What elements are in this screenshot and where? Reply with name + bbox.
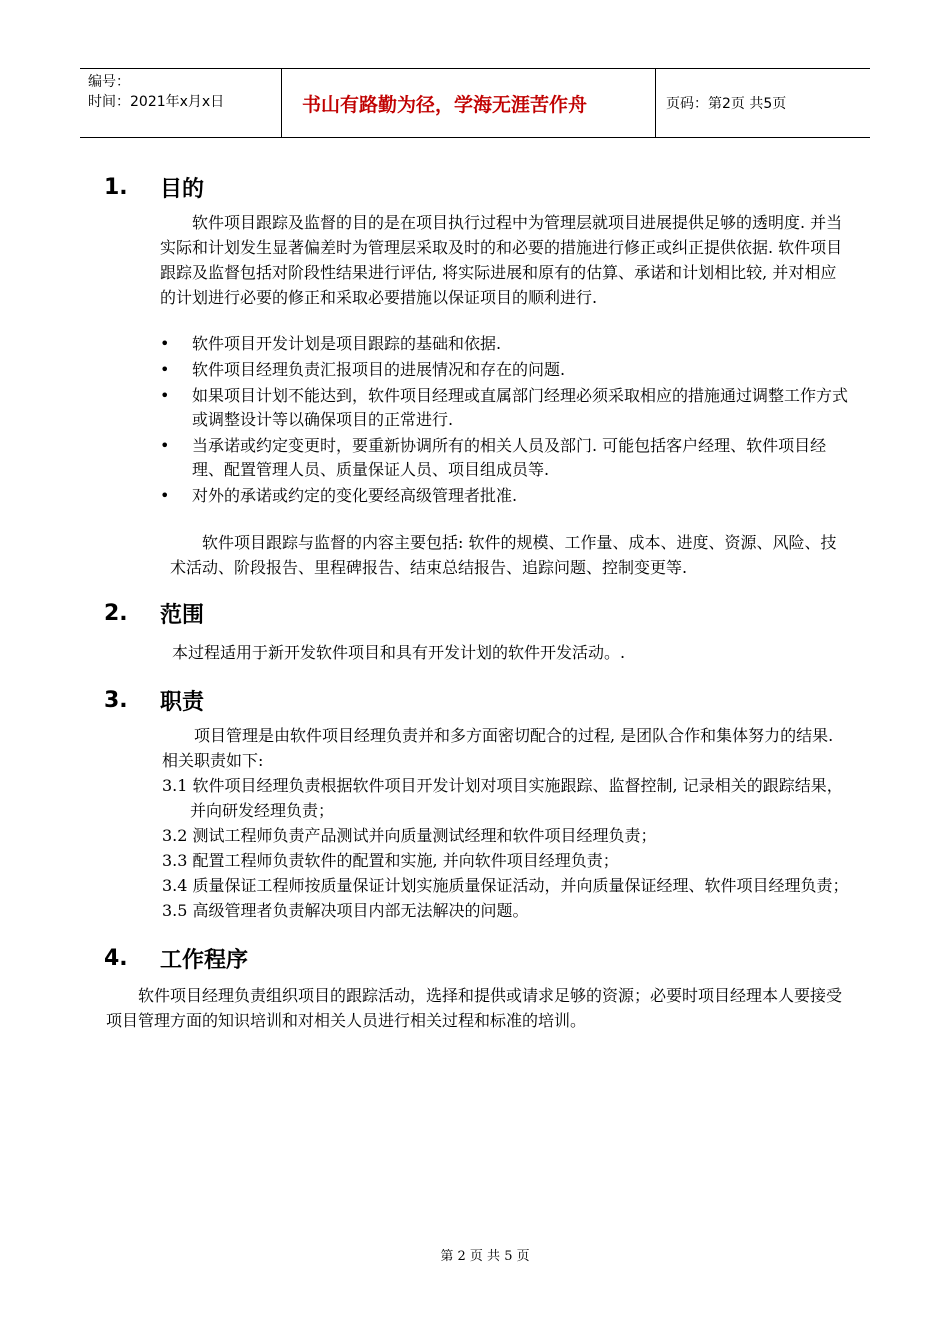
header-motto: 书山有路勤为径，学海无涯苦作舟 (282, 69, 656, 137)
time-label: 时间：2021年x月x日 (88, 94, 225, 110)
responsibility-paragraph: 项目管理是由软件项目经理负责并和多方面密切配合的过程, 是团队合作和集体努力的结果. 相关职责如下: (162, 726, 834, 770)
number-label: 编号： (88, 74, 130, 90)
section-number: 2. (104, 600, 128, 626)
procedure-paragraph: 软件项目经理负责组织项目的跟踪活动，选择和提供或请求足够的资源；必要时项目经理本人要接受项目管理方面的知识培训和对相关人员进行相关过程和标准的培训。 (106, 986, 843, 1030)
section-4-heading (104, 941, 850, 975)
section-number: 4. (104, 945, 128, 971)
scope-paragraph: 本过程适用于新开发软件项目和具有开发计划的软件开发活动。. (172, 643, 626, 662)
list-item: • 软件项目开发计划是项目跟踪的基础和依据. (104, 332, 850, 356)
list-item: • 当承诺或约定变更时，要重新协调所有的相关人员及部门. 可能包括客户经理、软件项目经理、配置管理人员、质量保证人员、项目组成员等. (160, 436, 827, 479)
section-title: 职责 (160, 689, 205, 715)
header-meta (80, 69, 282, 137)
list-item: 3.5 高级管理者负责解决项目内部无法解决的问题。 (162, 901, 529, 920)
section-number: 3. (104, 687, 128, 713)
tracking-content-paragraph: 软件项目跟踪与监督的内容主要包括: 软件的规模、工作量、成本、进度、资源、风险、技术活动、阶段报告、里程碑报告、结束总结报告、追踪问题、控制变更等. (170, 533, 837, 577)
section-2-heading (104, 596, 850, 630)
bullet-icon: • (160, 360, 170, 379)
section-1-heading (104, 170, 850, 204)
page-header (80, 68, 870, 138)
page-footer: 第 2 页 共 5 页 (440, 1249, 530, 1264)
bullet-icon: • (160, 386, 170, 405)
section-title: 工作程序 (160, 947, 249, 973)
list-item: • 如果项目计划不能达到，软件项目经理或直属部门经理必须采取相应的措施通过调整工作方式或调整设计等以确保项目的正常进行. (160, 386, 849, 429)
list-item: • 软件项目经理负责汇报项目的进展情况和存在的问题. (104, 358, 850, 382)
bullet-icon: • (160, 436, 170, 455)
section-title: 范围 (160, 602, 205, 628)
section-3-heading (104, 683, 850, 717)
list-item: 3.3 配置工程师负责软件的配置和实施, 并向软件项目经理负责； (162, 851, 619, 870)
list-item: 3.1 软件项目经理负责根据软件项目开发计划对项目实施跟踪、监督控制, 记录相关的跟踪结果，并向研发经理负责； (162, 776, 843, 820)
section-number: 1. (104, 174, 128, 200)
list-item: 3.4 质量保证工程师按质量保证计划实施质量保证活动，并向质量保证经理、软件项目经理负责； (162, 876, 849, 895)
section-title: 目的 (160, 176, 205, 202)
document-body (104, 170, 850, 1033)
header-page-number: 页码：第2页 共5页 (666, 96, 787, 112)
bullet-icon: • (160, 486, 170, 505)
purpose-bullet-list (104, 332, 850, 508)
list-item: • 对外的承诺或约定的变化要经高级管理者批准. (104, 484, 850, 508)
purpose-paragraph: 软件项目跟踪及监督的目的是在项目执行过程中为管理层就项目进展提供足够的透明度. 并当实际和计划发生显著偏差时为管理层采取及时的和必要的措施进行修正或纠正提供依据. 软件项目跟踪及监督包括对阶段性结果进行评估, 将实际进展和原有的估算、承诺和计划相比较, 并对相应的计划进行必要的修正和采取必要措施以保证项目的顺利进行. (160, 213, 843, 307)
list-item: 3.2 测试工程师负责产品测试并向质量测试经理和软件项目经理负责； (162, 826, 657, 845)
bullet-icon: • (160, 334, 170, 353)
